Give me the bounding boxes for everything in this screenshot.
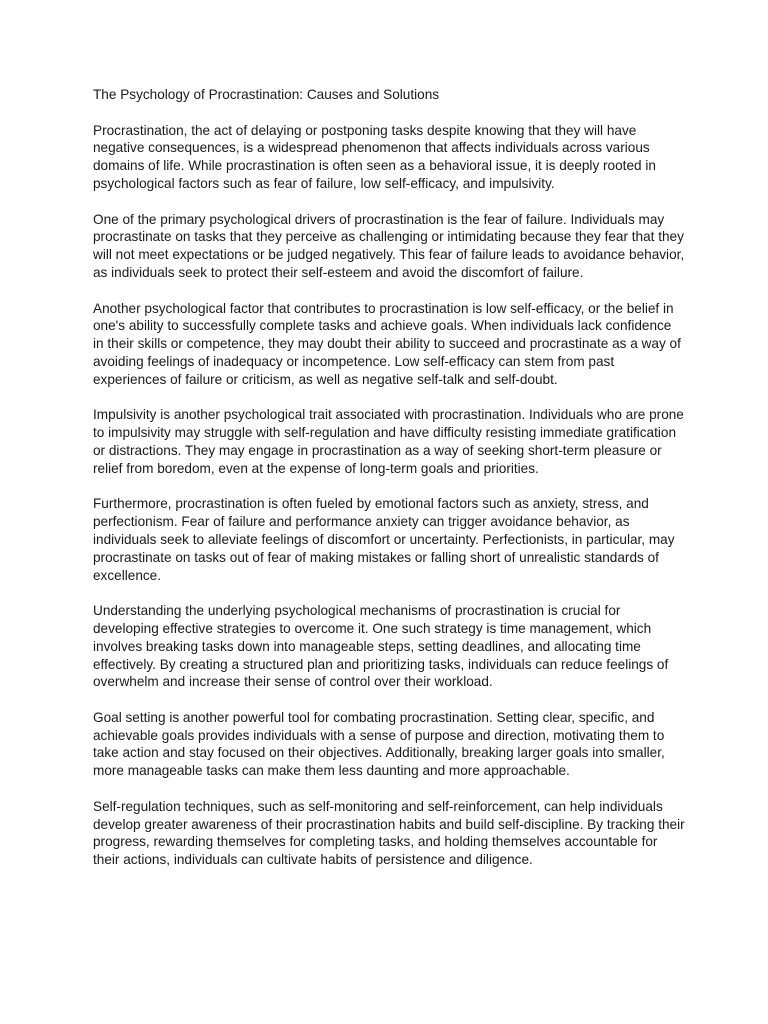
- paragraph-impulsivity: Impulsivity is another psychological trait associated with procrastination. Individuals who are prone to impulsivity may struggle with self-regulation and have difficulty resisting immediate gratification or distractions. They may engage in procrastination as a way of seeking short-term pleasure or relief from boredom, even at the expense of long-term goals and priorities.: [93, 407, 684, 476]
- paragraph-intro: Procrastination, the act of delaying or postponing tasks despite knowing that they will have negative consequences, is a widespread phenomenon that affects individuals across various domains of life. While procrastination is often seen as a behavioral issue, it is deeply rooted in psychological factors such as fear of failure, low self-efficacy, and impulsivity.: [93, 122, 656, 191]
- paragraph-self-regulation: Self-regulation techniques, such as self-monitoring and self-reinforcement, can help individuals develop greater awareness of their procrastination habits and build self-discipline. By tracking their progress, rewarding themselves for completing tasks, and holding themselves accountable for their actions, individuals can cultivate habits of persistence and diligence.: [93, 798, 685, 868]
- document-title: The Psychology of Procrastination: Causes and Solutions: [93, 87, 440, 102]
- paragraph-goal-setting: Goal setting is another powerful tool for combating procrastination. Setting clear, specific, and achievable goals provides individuals with a sense of purpose and direction, motivating them to take action and stay focused on their objectives. Additionally, breaking larger goals into smaller, more manageable tasks can make them less daunting and more approachable.: [93, 709, 665, 779]
- paragraph-time-management: Understanding the underlying psychological mechanisms of procrastination is crucial for developing effective strategies to overcome it. One such strategy is time management, which involves breaking tasks down into manageable steps, setting deadlines, and allocating time effectively. By creating a structured plan and prioritizing tasks, individuals can reduce feelings of overwhelm and increase their sense of control over their workload.: [93, 603, 669, 690]
- paragraph-self-efficacy: Another psychological factor that contributes to procrastination is low self-efficacy, or the belief in one's ability to successfully complete tasks and achieve goals. When individuals lack confidence in their skills or competence, they may doubt their ability to succeed and procrastinate as a way of avoiding feelings of inadequacy or incompetence. Low self-efficacy can stem from past experiences of failure or criticism, as well as negative self-talk and self-doubt.: [93, 300, 681, 387]
- paragraph-emotional-factors: Furthermore, procrastination is often fueled by emotional factors such as anxiety, stress, and perfectionism. Fear of failure and performance anxiety can trigger avoidance behavior, as individuals seek to alleviate feelings of discomfort or uncertainty. Perfectionists, in particular, may procrastinate on tasks out of fear of making mistakes or falling short of unrealistic standards of excellence.: [93, 496, 675, 583]
- document-page: [93, 86, 685, 869]
- paragraph-fear-of-failure: One of the primary psychological drivers of procrastination is the fear of failure. Individuals may procrastinate on tasks that they perceive as challenging or intimidating because they fear that they will not meet expectations or be judged negatively. This fear of failure leads to avoidance behavior, as individuals seek to protect their self-esteem and avoid the discomfort of failure.: [93, 211, 685, 280]
